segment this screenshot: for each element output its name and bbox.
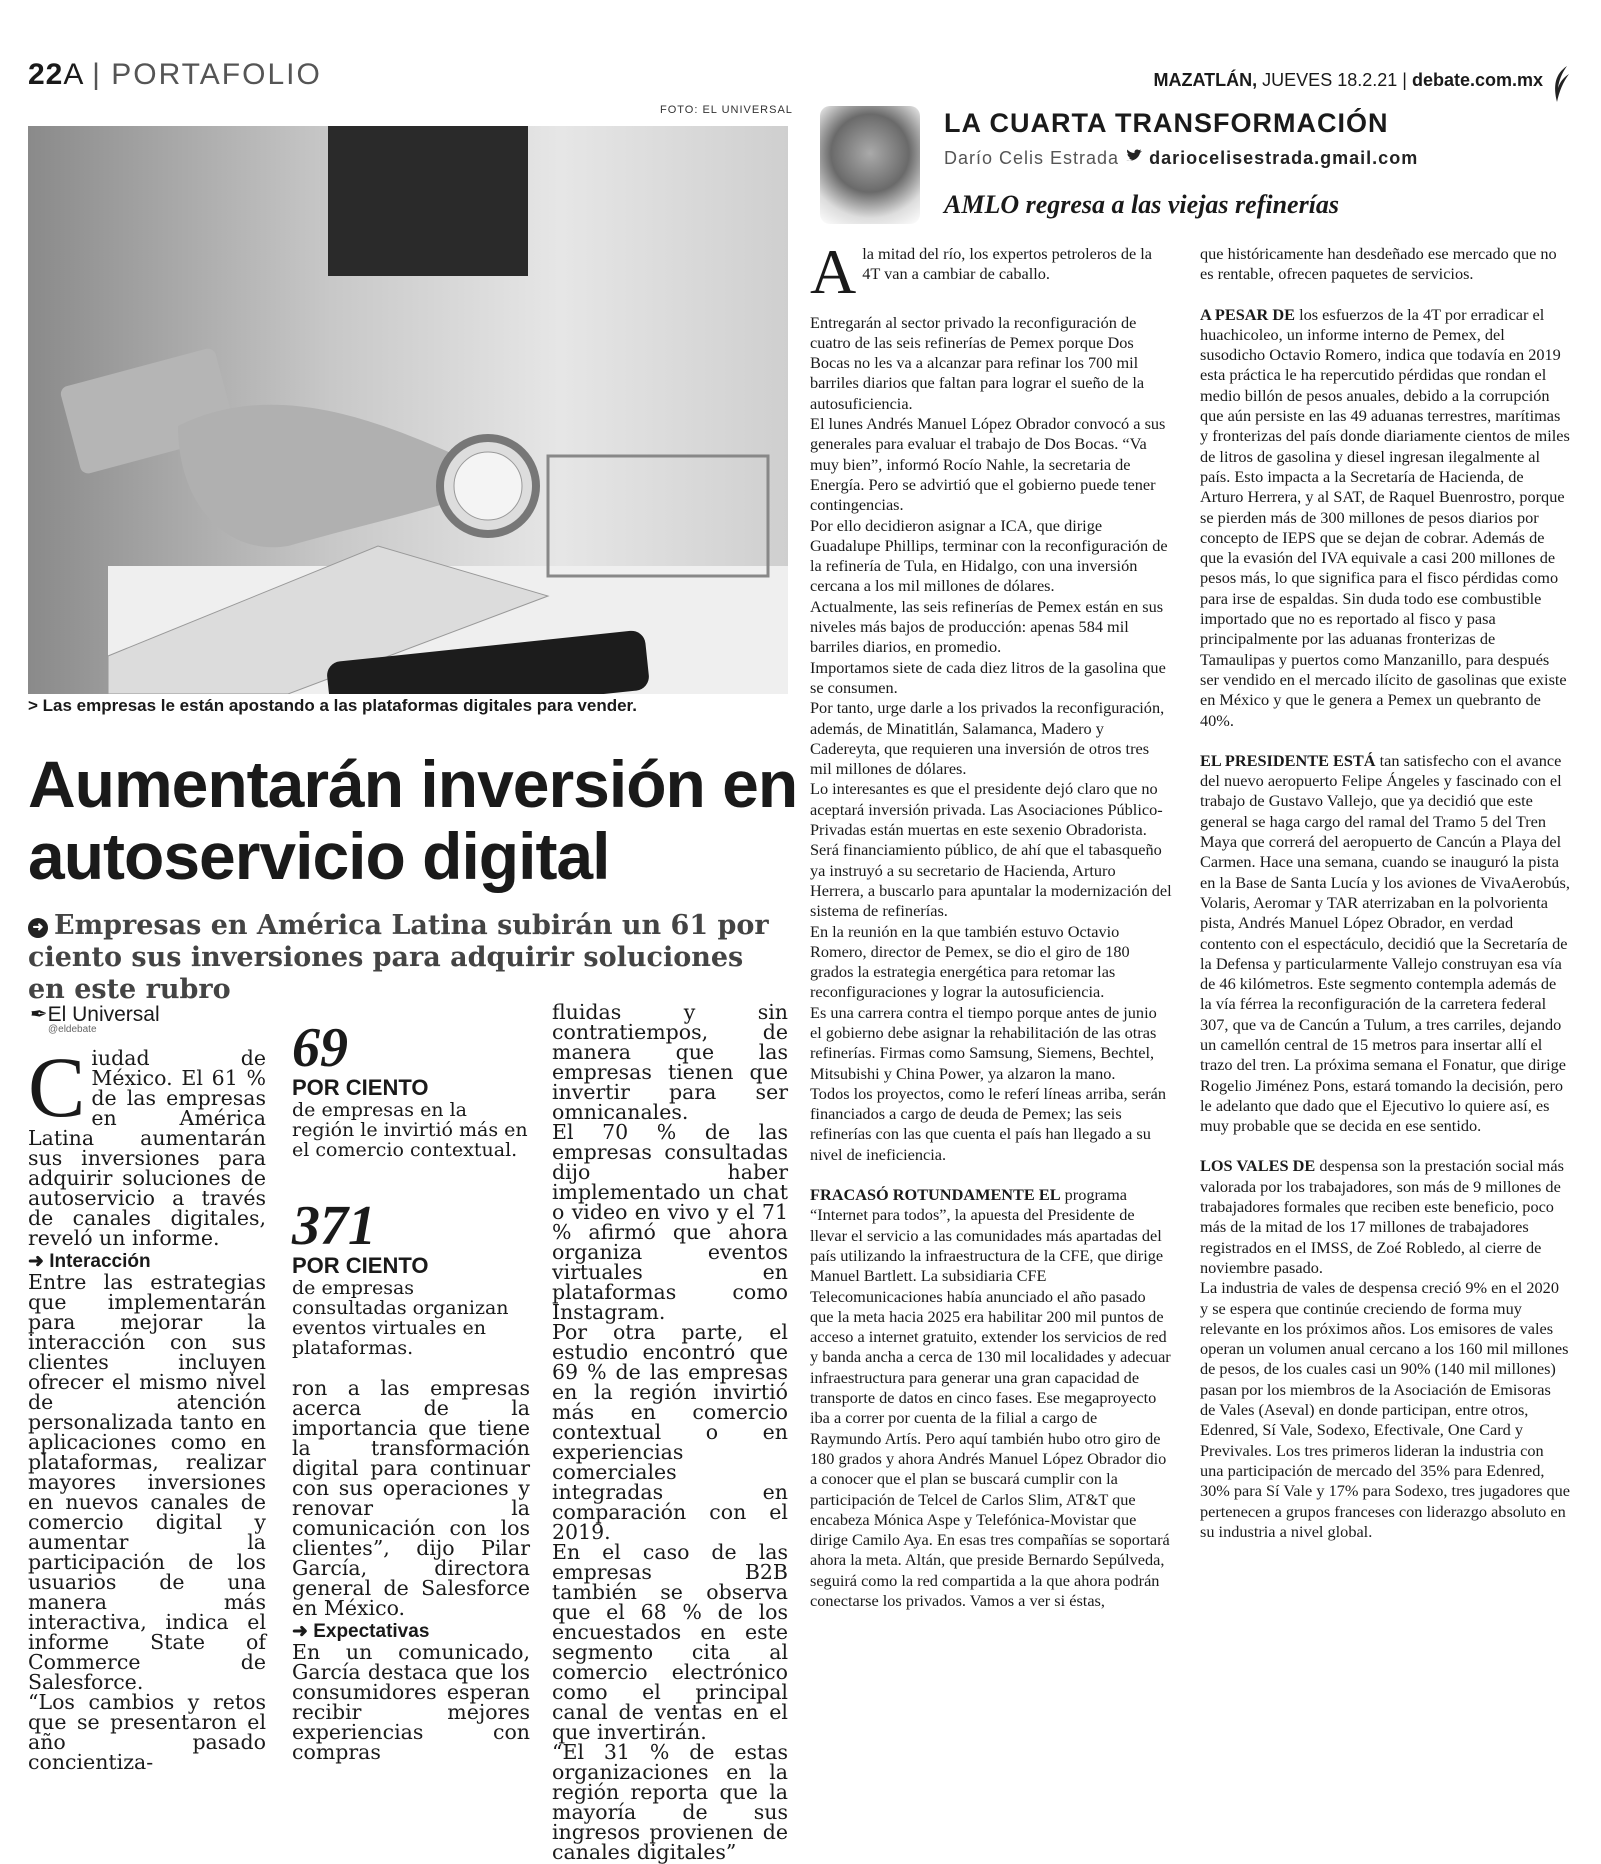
paragraph bbox=[1200, 305, 1570, 731]
paragraph-text: la mitad del río, los expertos petroleros de la 4T van a cambiar de caballo. bbox=[862, 244, 1153, 284]
subsection-title: Expectativas bbox=[313, 1621, 430, 1642]
article-headline: Aumentarán inversión en autoservicio digital bbox=[28, 747, 798, 893]
paragraph-text: programa “Internet para todos”, la apuesta del Presidente de llevar el servicio a las comunidades más apartadas del país utilizando la infraestructura de la CFE, que dirige Manuel Bartlett. La subsidiaria CFE Telecomunicaciones había anunciado el año pasado que la meta hacia 2025 era habilitar 200 mil puntos de acceso a internet gratuito, extender los servicios de red y banda ancha a cerca de 130 mil localidades y adecuar infraestructura para generar una gran capacidad de transporte de datos en cinco fases. Ese megaproyecto iba a correr por cuenta de la filial a cargo de Raymundo Artís. Pero aquí también hubo otro giro de 180 grados y ahora Andrés Manuel López Obrador dio a conocer que el plan se buscará cumplir con la participación de Telcel de Carlos Slim, AT&T que encabeza Mónica Aspe y Telefónica-Movistar que dirige Camilo Aya. En esas tres compañías se soportará ahora la meta. Altán, que preside Bernardo Sepúlveda, seguirá como la red compartida a la que ahora podrán conectarse los privados. Vamos a ver si éstas, bbox=[810, 1185, 1171, 1610]
paragraph: En la reunión en la que también estuvo Octavio Romero, director de Pemex, se dio el giro de 180 grados la estrategia energética para retomar las reconfiguraciones y lograr la autosuficiencia. bbox=[810, 921, 1130, 1002]
page-suffix: A bbox=[63, 58, 83, 91]
paragraph: Entre las estrategias que implementarán para mejorar la interacción con sus clientes incluyen ofrecer el mismo nivel de atención personalizada tanto en aplicaciones como en plataformas, realizar mayores inversiones en nuevos canales de comercio digital y aumentar la participación de los usuarios de una manera más interactiva, indica el informe State of Commerce de Salesforce. bbox=[28, 1270, 266, 1694]
page-header-left bbox=[28, 58, 322, 92]
header-date: JUEVES 18.2.21 bbox=[1262, 70, 1398, 90]
paragraph-lead: EL PRESIDENTE ESTÁ bbox=[1200, 750, 1376, 770]
paragraph: ron a las empresas acerca de la importancia que tiene la transformación digital para continuar con sus operaciones y renovar la comunicación con los clientes”, dijo Pilar García, directora general de Salesforce en México. bbox=[292, 1376, 530, 1620]
paragraph: que históricamente han desdeñado ese mercado que no es rentable, ofrecen paquetes de servicios. bbox=[1200, 244, 1557, 284]
paragraph-lead: A PESAR DE bbox=[1200, 304, 1295, 324]
stat-box-1 bbox=[292, 1017, 532, 1161]
header-city: MAZATLÁN, bbox=[1153, 70, 1258, 90]
page-number: 22 bbox=[28, 58, 64, 91]
lead-text: iudad de México. El 61 % de las empresas en América Latina aumentarán sus inversiones para adquirir soluciones de autoservicio a través de canales digitales, reveló un informe. bbox=[28, 1046, 266, 1250]
header-site[interactable]: debate.com.mx bbox=[1411, 70, 1543, 90]
paragraph-lead: FRACASÓ ROTUNDAMENTE EL bbox=[810, 1185, 1061, 1205]
page-header-right: MAZATLÁN, JUEVES 18.2.21 | debate.com.mx bbox=[1153, 70, 1543, 90]
paragraph: El lunes Andrés Manuel López Obrador convocó a sus generales para evaluar el trabajo de Dos Bocas. “Va muy bien”, informó Rocío Nahle, la secretaria de Energía. Pero se advirtió que el gobierno puede tener contingencias. bbox=[810, 414, 1166, 515]
paragraph: La industria de vales de despensa creció 9% en el 2020 y se espera que continúe creciendo de forma muy relevante en los próximos años. Los emisores de vales operan un volumen anual cercano a los 160 mil millones de pesos, de los cuales casi un 90% (140 mil millones) pasan por los miembros de la Asociación de Emisoras de Vales (Aseval) en donde participan, entre otros, Edenred, Sí Vale, Sodexo, Efectivale, One Card y Previvales. Los tres primeros lideran la industria con una participación de mercado del 35% para Edenred, 30% para Sí Vale y 17% para Sodexo, tres jugadores que pertenecen a grupos franceses con liderazgo absoluto en su industria a nivel global. bbox=[1200, 1278, 1570, 1541]
paragraph: Lo interesantes es que el presidente dejó claro que no aceptará inversión privada. Las Asociaciones Público-Privadas están muertas en este sexenio Obradorista. bbox=[810, 779, 1163, 840]
paragraph: Será financiamiento público, de ahí que el tabasqueño ya instruyó a su secretario de Hacienda, Arturo Herrera, a buscarlo para apuntalar la modernización del sistema de refinerías. bbox=[810, 840, 1172, 921]
source-quill-icon: ✒ bbox=[30, 1003, 48, 1026]
article-subhead bbox=[28, 910, 788, 1006]
paragraph: En un comunicado, García destaca que los consumidores esperan recibir mejores experiencias con compras bbox=[292, 1640, 530, 1764]
paragraph-lead: LOS VALES DE bbox=[1200, 1156, 1316, 1176]
paragraph: Por ello decidieron asignar a ICA, que dirige Guadalupe Phillips, terminar con la reconfiguración de la refinería de Tula, en Hidalgo, con una inversión cercana a los mil millones de dólares. bbox=[810, 515, 1168, 596]
article-column-2 bbox=[292, 1378, 530, 1762]
photo-credit: FOTO: EL UNIVERSAL bbox=[660, 104, 793, 116]
columnist-portrait bbox=[820, 106, 920, 224]
paragraph: fluidas y sin contratiempos, de manera que las empresas tienen que invertir para ser omnicanales. bbox=[552, 1000, 788, 1124]
subhead-text: Empresas en América Latina subirán un 61 por ciento sus inversiones para adquirir soluciones en este rubro bbox=[28, 910, 769, 1005]
source-handle: @eldebate bbox=[48, 1024, 97, 1035]
paragraph: “El 31 % de estas organizaciones en la región reporta que la mayoría de sus ingresos provienen de canales digitales” bbox=[552, 1740, 788, 1864]
paragraph bbox=[1200, 1156, 1570, 1278]
section-name: PORTAFOLIO bbox=[111, 58, 322, 91]
paragraph-text: tan satisfecho con el avance del nuevo aeropuerto Felipe Ángeles y fascinado con el trabajo de Gustavo Vallejo, que ya decidió que este general se haga cargo del ramal del Tramo 5 del Tren Maya que correrá del aeropuerto de Cancún a Playa del Carmen. Hace una semana, cuando se inauguró la pista en la Base de Santa Lucía y los aviones de VivaAerobús, Volaris, Aeromar y TAR aterrizaban en la polvorienta pista, Andrés Manuel López Obrador, en verdad contento con el espectáculo, decidió que la Secretaría de la Defensa y particularmente Vallejo construyan esa vía de 46 kilómetros. Este segmento contempla además de la vía férrea la reconfiguración de la carretera federal 307, que va de Cancún a Tulum, a tres carriles, dejando un camellón central de 15 metros para insertar allí el trazo del tren. La próxima semana el Fonatur, que dirige Rogelio Jiménez Pons, estará tomando la decisión, pero le adelanto que dado que el Ejecutivo lo quiere así, es muy probable que se decida en ese sentido. bbox=[1200, 750, 1570, 1136]
paragraph: Entregarán al sector privado la reconfiguración de cuatro de las seis refinerías de Pemex porque Dos Bocas no les va a alcanzar para refinar los 700 mil barriles diarios que faltan para lograr el sueño de la autosuficiencia. bbox=[810, 312, 1145, 413]
stat-number: 371 bbox=[292, 1195, 376, 1257]
article-photo bbox=[28, 126, 788, 694]
source-name: El Universal bbox=[47, 1003, 160, 1026]
drop-cap: A bbox=[810, 236, 857, 307]
stat-text: de empresas consultadas organizan eventos virtuales en plataformas. bbox=[292, 1277, 509, 1359]
paragraph: Importamos siete de cada diez litros de la gasolina que se consumen. bbox=[810, 657, 1166, 697]
photo-caption: > Las empresas le están apostando a las plataformas digitales para vender. bbox=[28, 696, 637, 715]
paragraph bbox=[810, 236, 1172, 307]
paragraph bbox=[1200, 751, 1570, 1137]
twitter-bird-icon bbox=[1125, 148, 1143, 164]
stat-label: POR CIENTO bbox=[292, 1075, 429, 1100]
paragraph: Todos los proyectos, como le referí líneas arriba, serán financiados a cargo de deuda de Pemex; las seis refinerías con las que cuenta el país han llegado a su nivel de ineficiencia. bbox=[810, 1083, 1167, 1164]
paragraph: Actualmente, las seis refinerías de Pemex están en sus niveles más bajos de producción: apenas 584 mil barriles diarios, en promedio. bbox=[810, 596, 1164, 657]
quill-logo-icon bbox=[1549, 64, 1571, 104]
lead-paragraph bbox=[28, 1039, 266, 1250]
subsection-heading-interaccion: ➜ Interacción bbox=[28, 1251, 151, 1272]
subsection-title: Interacción bbox=[49, 1251, 151, 1272]
paragraph: El 70 % de las empresas consultadas dijo haber implementado un chat o video en vivo y el 71 % afirmó que ahora organiza eventos virtuales en plataformas como Instagram. bbox=[552, 1120, 788, 1324]
paragraph: Por tanto, urge darle a los privados la reconfiguración, además, de Minatitlán, Salamanca, Madero y Cadereyta, que requieren una inversión de otros tres mil millones de dólares. bbox=[810, 698, 1165, 779]
article-source bbox=[30, 1002, 160, 1035]
arrow-bullet-icon: ➜ bbox=[28, 918, 48, 938]
paragraph: Es una carrera contra el tiempo porque antes de junio el gobierno debe asignar la rehabilitación de las otras refinerías. Firmas como Samsung, Siemens, Bechtel, Mitsubishi y China Power, ya alzaron la mano. bbox=[810, 1002, 1157, 1083]
article-column-3 bbox=[552, 1002, 788, 1862]
subsection-heading-expectativas: ➜ Expectativas bbox=[292, 1621, 430, 1642]
column-title: LA CUARTA TRANSFORMACIÓN bbox=[944, 108, 1389, 138]
paragraph-text: despensa son la prestación social más valorada por los trabajadores, son más de 9 millones de trabajadores formales que reciben este beneficio, poco más de la mitad de los 17 millones de trabajadores registrados en el IMSS, de Zoé Robledo, al cierre de noviembre pasado. bbox=[1200, 1156, 1564, 1277]
column-text-left bbox=[810, 236, 1172, 1611]
column-author: Darío Celis Estrada bbox=[944, 148, 1120, 168]
column-byline bbox=[944, 148, 1418, 169]
column-headline: AMLO regresa a las viejas refinerías bbox=[944, 190, 1340, 219]
column-text-right bbox=[1200, 244, 1570, 1542]
article-column-1 bbox=[28, 1039, 266, 1774]
paragraph: “Los cambios y retos que se presentaron el año pasado concientiza- bbox=[28, 1690, 266, 1774]
stat-label: POR CIENTO bbox=[292, 1253, 429, 1278]
stat-box-2 bbox=[292, 1195, 532, 1359]
stat-number: 69 bbox=[292, 1017, 348, 1079]
paragraph bbox=[810, 1185, 1172, 1611]
column-email[interactable]: dariocelisestrada.gmail.com bbox=[1149, 148, 1419, 168]
paragraph: Por otra parte, el estudio encontró que 69 % de las empresas en la región invirtió más en comercio contextual o en experiencias comerciales integradas en comparación con el 2019. bbox=[552, 1320, 788, 1544]
paragraph: En el caso de las empresas B2B también se observa que el 68 % de los encuestados en este segmento cita al comercio electrónico como el principal canal de ventas en el que invertirán. bbox=[552, 1540, 788, 1744]
paragraph-text: los esfuerzos de la 4T por erradicar el huachicoleo, un informe interno de Pemex, del susodicho Octavio Romero, indica que todavía en 2019 esta práctica le ha repercutido pérdidas que rondan el medio billón de pesos anuales, debido a la corrupción que aún persiste en las 49 aduanas terrestres, marítimas y fronterizas del país donde diariamente cientos de miles de litros de gasolina y diesel ingresan ilegalmente al país. Esto impacta a la Secretaría de Hacienda, de Arturo Herrera, y al SAT, de Raquel Buenrostro, porque se pierden más de 300 millones de pesos diarios por concepto de IEPS que se dejan de cobrar. Además de que la evasión del IVA equivale a casi 200 millones de pesos más, lo que significa para el fisco pérdidas como para irse de espaldas. Sin duda todo ese combustible importado que no es reportado al fisco y pasa principalmente por las aduanas fronterizas de Tamaulipas y puertos como Manzanillo, para después ser vendido en el mercado ilícito de gasolinas que existe en México y que le genera a Pemex un quebranto de 40%. bbox=[1200, 304, 1570, 730]
stat-text: de empresas en la región le invirtió más en el comercio contextual. bbox=[292, 1099, 528, 1161]
photo-illustration bbox=[28, 126, 788, 694]
drop-cap: C bbox=[28, 1039, 86, 1135]
header-separator: | bbox=[92, 58, 102, 91]
